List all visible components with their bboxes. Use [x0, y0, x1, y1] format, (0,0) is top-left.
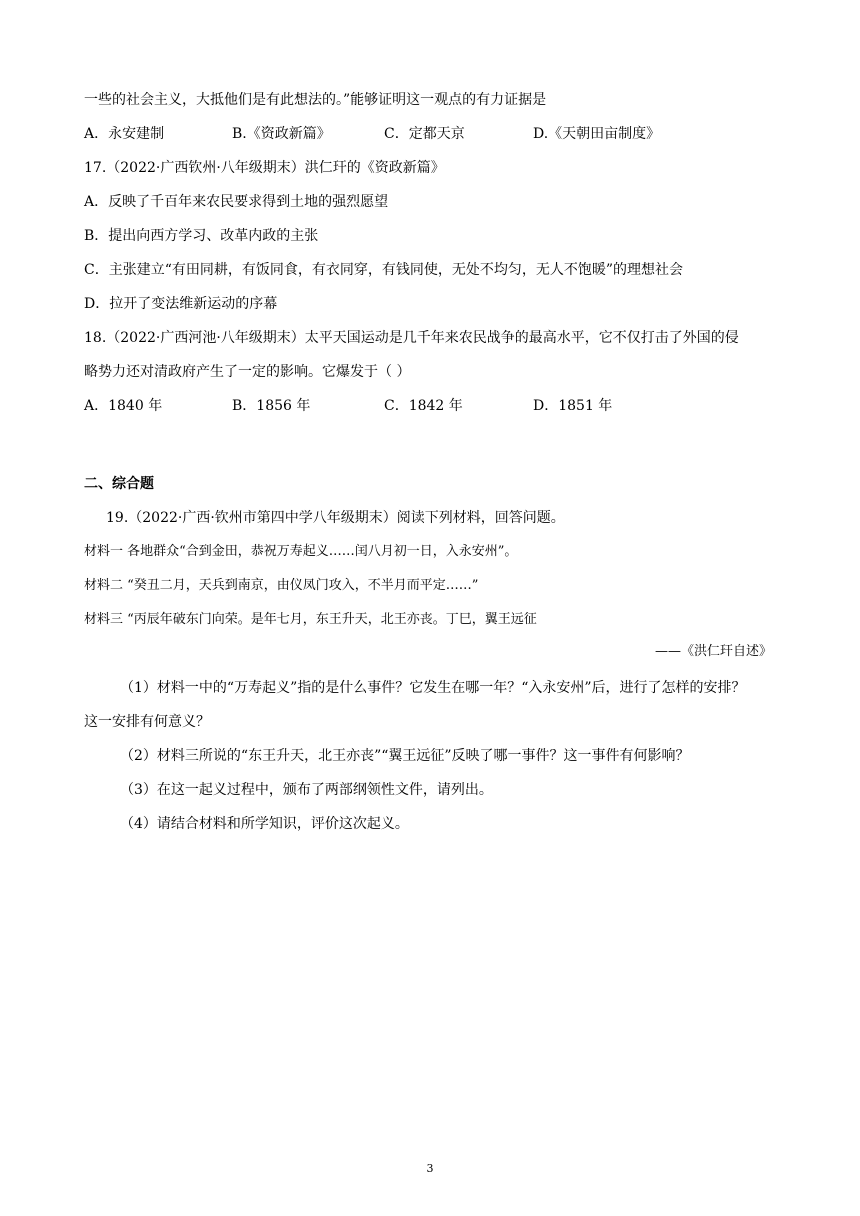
sub-question-4: （4）请结合材料和所学知识，评价这次起义。 [120, 816, 409, 832]
material-source: ——《洪仁玕自述》 [654, 644, 772, 659]
sub-question-3: （3）在这一起义过程中，颁布了两部纲领性文件，请列出。 [120, 782, 493, 798]
sub-question-2: （2）材料三所说的“东王升天，北王亦丧”“翼王远征”反映了哪一事件？这一事件有何影响？ [120, 748, 690, 764]
q17-option-c: C．主张建立“有田同耕，有饭同食，有衣同穿，有钱同使，无处不均匀，无人不饱暖”的理想社会 [84, 262, 684, 278]
q18-option-d: D．1851 年 [533, 398, 613, 414]
q18-option-a: A．1840 年 [84, 398, 163, 414]
section-title: 二、综合题 [84, 476, 154, 492]
q17-option-d: D．拉开了变法维新运动的序幕 [84, 296, 278, 312]
q16-option-d: D.《天朝田亩制度》 [533, 126, 661, 142]
material-3: 材料三 “丙辰年破东门向荣。是年七月，东王升天，北王亦丧。丁巳，翼王远征 [84, 612, 537, 627]
q16-option-a: A．永安建制 [84, 126, 165, 142]
q17-option-b: B．提出向西方学习、改革内政的主张 [84, 228, 319, 244]
q18-option-b: B．1856 年 [232, 398, 311, 414]
q19-stem: 19.（2022·广西·钦州市第四中学八年级期末）阅读下列材料，回答问题。 [106, 510, 565, 526]
page-number: 3 [426, 1162, 434, 1175]
material-1: 材料一 各地群众“合到金田，恭祝万寿起义……闰八月初一日，入永安州”。 [84, 544, 518, 559]
q16-stem-tail: 一些的社会主义，大抵他们是有此想法的。”能够证明这一观点的有力证据是 [84, 92, 547, 108]
q18-option-c: C．1842 年 [384, 398, 463, 414]
q17-stem: 17.（2022·广西钦州·八年级期末）洪仁玕的《资政新篇》 [84, 160, 445, 176]
material-2: 材料二 “癸丑二月，天兵到南京，由仪凤门攻入，不半月而平定……” [84, 578, 479, 593]
q16-option-c: C．定都天京 [384, 126, 465, 142]
q16-option-b: B.《资政新篇》 [232, 126, 331, 142]
q17-option-a: A．反映了千百年来农民要求得到土地的强烈愿望 [84, 194, 389, 210]
sub-question-1-line2: 这一安排有何意义？ [84, 714, 210, 730]
q18-stem-line1: 18.（2022·广西河池·八年级期末）太平天国运动是几千年来农民战争的最高水平，它不仅打击了外国的侵 [84, 330, 739, 346]
q18-stem-line2: 略势力还对清政府产生了一定的影响。它爆发于（ ） [84, 364, 411, 380]
sub-question-1-line1: （1）材料一中的“万寿起义”指的是什么事件？它发生在哪一年？“入永安州”后，进行了怎样的安排？ [120, 680, 746, 696]
